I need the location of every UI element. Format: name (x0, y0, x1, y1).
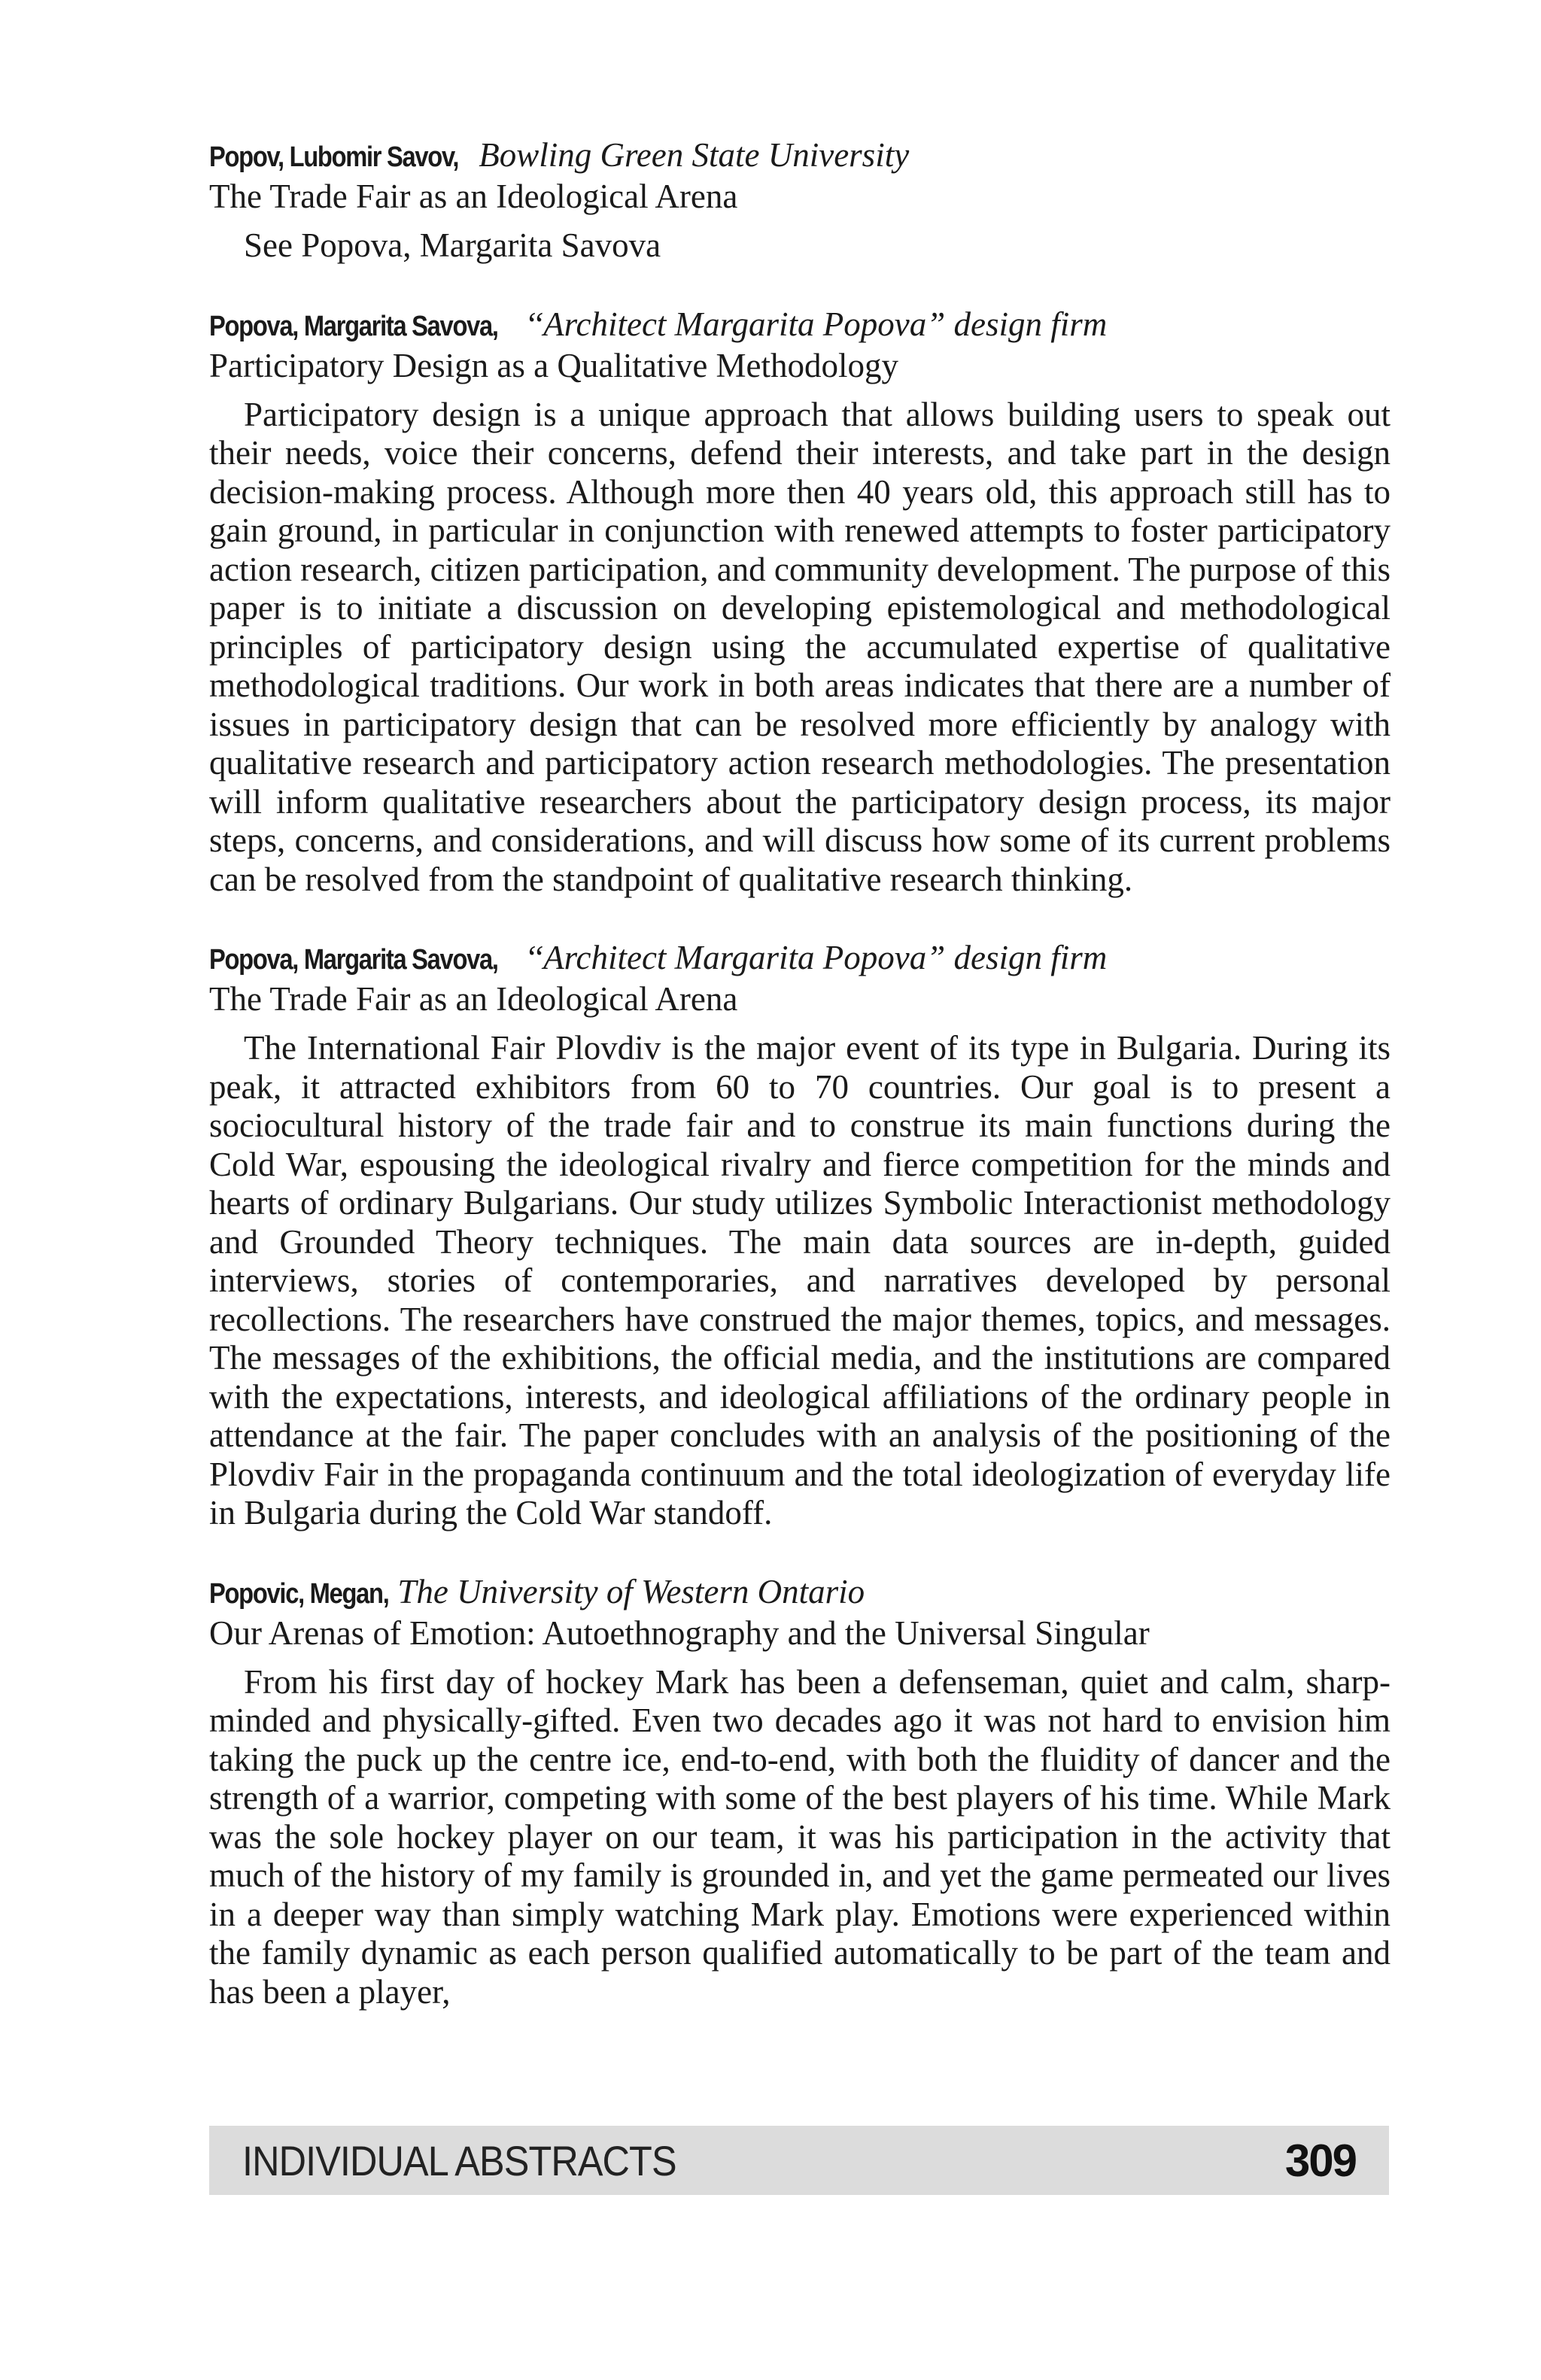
abstract-text: From his first day of hockey Mark has been a defenseman, quiet and calm, sharp-minded and physically-gifted. Even two decades ago it was not hard to envision him taking the puck up the centre ice, end-to-end, with both the fluidity of dancer and the strength of a warrior, competing with some of the best players of his time. While Mark was the sole hockey player on our team, it was his participation in the activity that much of the history of my family is grounded in, and yet the game permeated our lives in a deeper way than simply watching Mark play. Emotions were experienced within the family dynamic as each person qualified automatically to be part of the team and has been a player, (209, 1662, 1391, 2011)
author-name: Popov, Lubomir Savov, (209, 141, 459, 173)
abstract-entry (209, 135, 1391, 266)
entry-heading (209, 305, 1391, 346)
page-footer (209, 2126, 1389, 2195)
paper-title: Participatory Design as a Qualitative Methodology (209, 346, 899, 384)
page-number: 309 (1284, 2135, 1356, 2186)
author-affiliation: ‘‘Architect Margarita Popova” design firm (524, 305, 1108, 343)
entry-heading (209, 135, 1391, 177)
paper-title: The Trade Fair as an Ideological Arena (209, 980, 738, 1018)
author-affiliation: The University of Western Ontario (397, 1572, 865, 1610)
abstract-entry (209, 305, 1391, 900)
entry-heading (209, 1572, 1391, 1613)
abstract-entry (209, 938, 1391, 1533)
abstract-text: Participatory design is a unique approach that allows building users to speak out their needs, voice their concerns, defend their interests, and take part in the design decision-making process. Although more then 40 years old, this approach still has to gain ground, in particular in conjunction with renewed attempts to foster participatory action research, citizen participation, and community development. The purpose of this paper is to initiate a discussion on developing epistemological and methodological principles of participatory design using the accumulated expertise of qualitative methodological traditions. Our work in both areas indicates that there are a number of issues in participatory design that can be resolved more efficiently by analogy with qualitative research and participatory action research methodologies. The presentation will inform qualitative researchers about the participatory design process, its major steps, concerns, and considerations, and will discuss how some of its current problems can be resolved from the standpoint of qualitative research thinking. (209, 395, 1391, 898)
author-name: Popova, Margarita Savova, (209, 310, 498, 342)
paper-title: Our Arenas of Emotion: Autoethnography and the Universal Singular (209, 1613, 1150, 1652)
abstracts-page (209, 135, 1391, 2051)
entry-heading (209, 938, 1391, 979)
abstract-text: The International Fair Plovdiv is the major event of its type in Bulgaria. During its peak, it attracted exhibitors from 60 to 70 countries. Our goal is to present a sociocultural history of the trade fair and to construe its main functions during the Cold War, espousing the ideological rivalry and fierce competition for the minds and hearts of ordinary Bulgarians. Our study utilizes Symbolic Interactionist methodology and Grounded Theory techniques. The main data sources are in-depth, guided interviews, stories of contemporaries, and narratives developed by personal recollections. The researchers have construed the major themes, topics, and messages. The messages of the exhibitions, the official media, and the institutions are compared with the expectations, interests, and ideological affiliations of the ordinary people in attendance at the fair. The paper concludes with an analysis of the positioning of the Plovdiv Fair in the propaganda continuum and the total ideologization of everyday life in Bulgaria during the Cold War standoff. (209, 1029, 1391, 1532)
author-affiliation: Bowling Green State University (479, 136, 910, 174)
author-name: Popovic, Megan, (209, 1577, 389, 1610)
paper-title: The Trade Fair as an Ideological Arena (209, 178, 738, 215)
section-label: INDIVIDUAL ABSTRACTS (242, 2136, 676, 2184)
author-affiliation: ‘‘Architect Margarita Popova” design firm (524, 939, 1108, 976)
author-name: Popova, Margarita Savova, (209, 944, 498, 976)
abstract-text: See Popova, Margarita Savova (244, 226, 661, 264)
abstract-entry (209, 1572, 1391, 2012)
